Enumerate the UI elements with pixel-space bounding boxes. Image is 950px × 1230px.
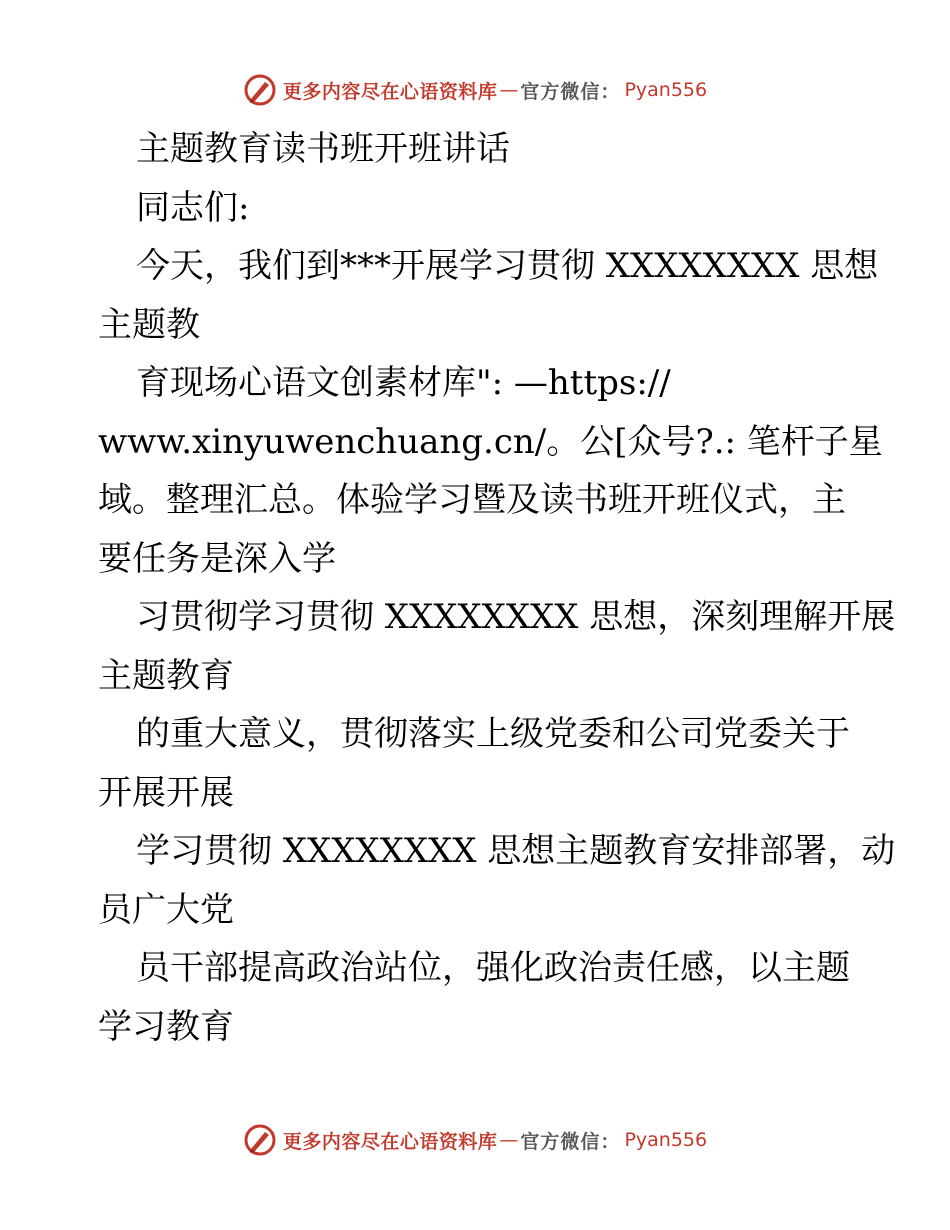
document-line: 学习贯彻 XXXXXXXX 思想主题教育安排部署，动 — [136, 831, 896, 871]
header-dash: — — [499, 79, 519, 101]
document-line: 主题教育读书班开班讲话 — [136, 129, 510, 169]
document-body — [98, 120, 896, 1056]
pen-logo-icon — [243, 1123, 277, 1157]
document-line: 今天，我们到***开展学习贯彻 XXXXXXXX 思想 — [136, 246, 879, 286]
document-line: 员广大党 — [98, 889, 234, 930]
document-line: 要任务是深入学 — [98, 538, 336, 579]
footer-wechat-label: 官方微信： — [520, 1130, 621, 1153]
page-footer-watermark — [0, 1120, 950, 1160]
document-line: www.xinyuwenchuang.cn/。公[众号?.: 笔杆子星 — [98, 421, 883, 462]
footer-dash: — — [499, 1129, 519, 1151]
document-line: 习贯彻学习贯彻 XXXXXXXX 思想，深刻理解开展 — [136, 597, 896, 637]
header-wechat-id: Pyan556 — [624, 79, 708, 101]
document-line: 开展开展 — [98, 772, 234, 813]
document-line: 学习教育 — [98, 1006, 234, 1047]
document-line: 的重大意义，贯彻落实上级党委和公司党委关于 — [136, 714, 850, 754]
document-line: 主题教 — [98, 304, 200, 345]
footer-brand-text: 更多内容尽在心语资料库 — [282, 1130, 498, 1153]
footer-wechat-id: Pyan556 — [624, 1129, 708, 1151]
document-line: 域。整理汇总。体验学习暨及读书班开班仪式，主 — [98, 480, 846, 520]
document-line: 员干部提高政治站位，强化政治责任感，以主题 — [136, 948, 850, 988]
document-line: 主题教育 — [98, 655, 234, 696]
header-wechat-label: 官方微信： — [520, 80, 621, 103]
document-line: 育现场心语文创素材库": —https:// — [136, 363, 671, 403]
header-brand-text: 更多内容尽在心语资料库 — [282, 80, 498, 103]
document-line: 同志们: — [136, 187, 250, 228]
page-header-watermark — [0, 70, 950, 110]
pen-logo-icon — [243, 73, 277, 107]
